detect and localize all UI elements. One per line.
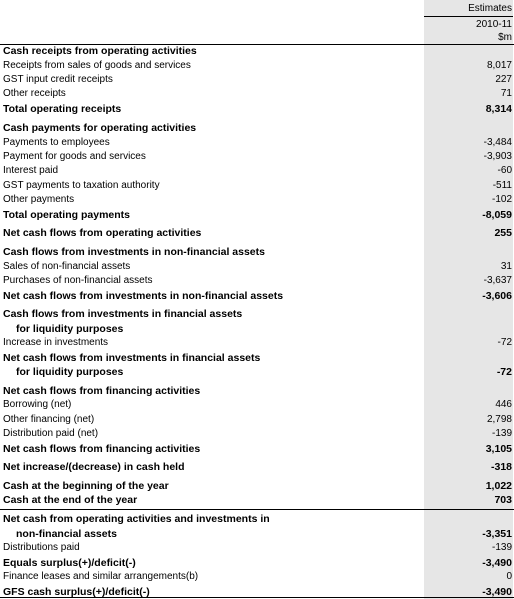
row-label: Total operating payments xyxy=(3,209,130,221)
row-label: Purchases of non-financial assets xyxy=(3,275,153,286)
row-label: Sales of non-financial assets xyxy=(3,261,131,272)
table-row xyxy=(0,150,514,164)
row-label: Net cash flows from financing activities xyxy=(3,443,201,455)
table-row xyxy=(0,365,514,379)
row-label: Equals surplus(+)/deficit(-) xyxy=(3,557,136,569)
row-value: -3,351 xyxy=(482,528,512,540)
row-label: Cash at the end of the year xyxy=(3,494,138,506)
row-label: Distribution paid (net) xyxy=(3,428,99,439)
row-label: Net increase/(decrease) in cash held xyxy=(3,461,185,473)
row-label: GST payments to taxation authority xyxy=(3,180,160,191)
row-label: Payment for goods and services xyxy=(3,151,146,162)
table-row xyxy=(0,398,514,412)
row-value: 1,022 xyxy=(485,480,512,492)
row-label: for liquidity purposes xyxy=(16,323,124,335)
row-value: -3,490 xyxy=(482,557,512,569)
column-header-estimates: Estimates xyxy=(468,3,512,14)
table-row xyxy=(0,73,514,87)
table-row xyxy=(0,44,514,58)
table-row xyxy=(0,289,514,303)
row-label: GFS cash surplus(+)/deficit(-) xyxy=(3,586,150,598)
row-value: 3,105 xyxy=(485,443,512,455)
row-label: Net cash flows from financing activities xyxy=(3,385,201,397)
row-label: Net cash from operating activities and investments in xyxy=(3,513,270,525)
row-value: -3,903 xyxy=(483,151,512,162)
row-label: Net cash flows from operating activities xyxy=(3,227,202,239)
table-row xyxy=(0,493,514,507)
table-row xyxy=(0,336,514,350)
row-value: 227 xyxy=(495,74,512,85)
table-row xyxy=(0,164,514,178)
column-header-year: 2010-11 xyxy=(476,19,512,30)
table-row xyxy=(0,527,514,541)
row-label: Other financing (net) xyxy=(3,414,95,425)
row-label: non-financial assets xyxy=(16,528,117,540)
row-value: 31 xyxy=(500,261,512,272)
row-label: Interest paid xyxy=(3,165,59,176)
table-row xyxy=(0,59,514,73)
table-row xyxy=(0,556,514,570)
row-label: for liquidity purposes xyxy=(16,366,124,378)
row-value: 703 xyxy=(494,494,512,506)
row-label: Other payments xyxy=(3,194,75,205)
bottom-rule xyxy=(0,597,514,598)
row-value: -139 xyxy=(491,428,512,439)
table-row xyxy=(0,351,514,365)
row-label: Net cash flows from investments in financial assets xyxy=(3,352,261,364)
table-row xyxy=(0,384,514,398)
table-row xyxy=(0,307,514,321)
row-label: Finance leases and similar arrangements(b) xyxy=(3,571,199,582)
table-row xyxy=(0,274,514,288)
table-row xyxy=(0,208,514,222)
table-row xyxy=(0,427,514,441)
row-value: -60 xyxy=(497,165,512,176)
row-label: Other receipts xyxy=(3,88,66,99)
row-value: -318 xyxy=(490,461,512,473)
row-label: Payments to employees xyxy=(3,137,110,148)
table-row xyxy=(0,460,514,474)
table-row xyxy=(0,512,514,526)
table-row xyxy=(0,245,514,259)
table-row xyxy=(0,413,514,427)
table-row xyxy=(0,193,514,207)
table-row xyxy=(0,442,514,456)
row-label: Receipts from sales of goods and services xyxy=(3,60,191,71)
row-value: -139 xyxy=(491,542,512,553)
table-row xyxy=(0,260,514,274)
table-row xyxy=(0,179,514,193)
row-value: 8,017 xyxy=(486,60,512,71)
row-value: -3,490 xyxy=(482,586,512,598)
row-value: 8,314 xyxy=(485,103,512,115)
section-rule xyxy=(0,509,514,510)
table-row xyxy=(0,541,514,555)
row-label: Increase in investments xyxy=(3,337,109,348)
row-label: Cash receipts from operating activities xyxy=(3,45,197,57)
row-label: Net cash flows from investments in non-financial assets xyxy=(3,290,284,302)
row-label: GST input credit receipts xyxy=(3,74,113,85)
row-value: 446 xyxy=(495,399,512,410)
table-row xyxy=(0,570,514,584)
row-value: -3,484 xyxy=(483,137,512,148)
header-rule xyxy=(424,16,513,17)
row-value: -102 xyxy=(491,194,512,205)
table-row xyxy=(0,136,514,150)
row-label: Cash flows from investments in non-financial assets xyxy=(3,246,265,258)
row-value: -72 xyxy=(497,337,512,348)
table-row xyxy=(0,87,514,101)
row-value: -72 xyxy=(496,366,512,378)
table-row xyxy=(0,322,514,336)
row-label: Borrowing (net) xyxy=(3,399,72,410)
table-row xyxy=(0,479,514,493)
row-label: Cash flows from investments in financial assets xyxy=(3,308,243,320)
row-value: 71 xyxy=(500,88,512,99)
table-row xyxy=(0,121,514,135)
row-value: -8,059 xyxy=(482,209,512,221)
row-value: 2,798 xyxy=(486,414,512,425)
row-value: 255 xyxy=(494,227,512,239)
row-label: Cash payments for operating activities xyxy=(3,122,197,134)
row-label: Cash at the beginning of the year xyxy=(3,480,169,492)
row-label: Total operating receipts xyxy=(3,103,122,115)
table-row xyxy=(0,102,514,116)
row-value: 0 xyxy=(506,571,512,582)
column-header-unit: $m xyxy=(498,32,512,43)
row-value: -3,637 xyxy=(483,275,512,286)
row-value: -511 xyxy=(492,180,512,191)
row-value: -3,606 xyxy=(482,290,512,302)
table-row xyxy=(0,226,514,240)
row-label: Distributions paid xyxy=(3,542,80,553)
